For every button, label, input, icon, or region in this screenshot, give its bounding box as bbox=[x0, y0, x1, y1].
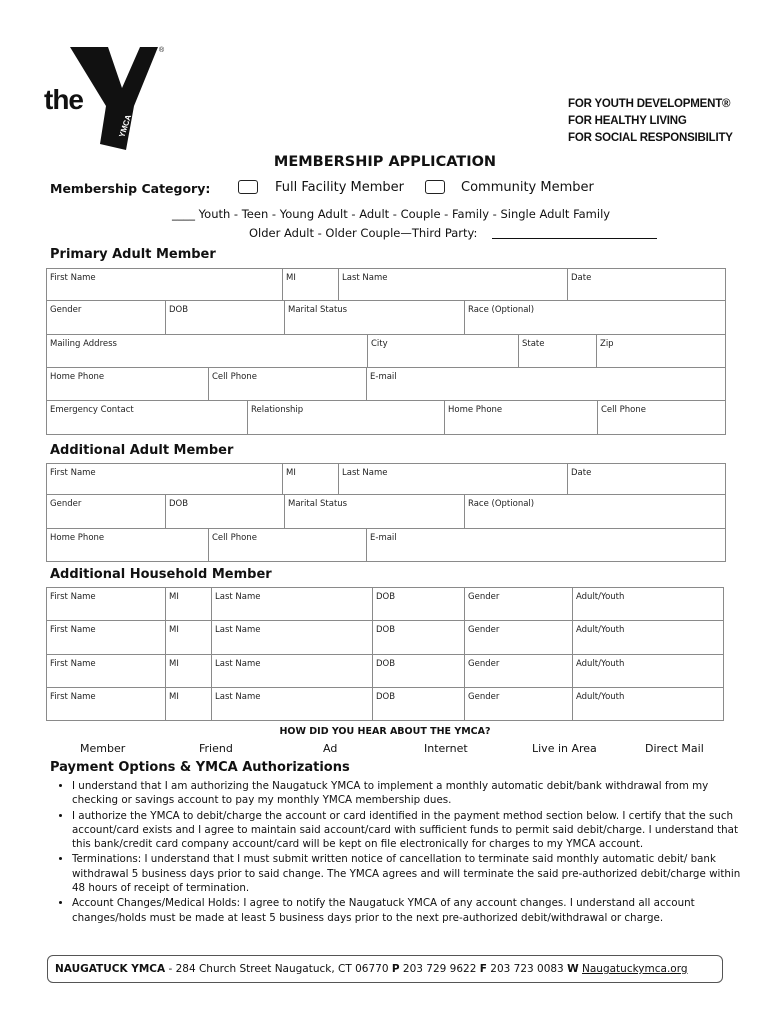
hh-first-name-field[interactable]: First Name bbox=[47, 621, 166, 655]
page-title: MEMBERSHIP APPLICATION bbox=[273, 154, 497, 170]
race-field[interactable]: Race (Optional) bbox=[465, 301, 726, 335]
hh-adult-youth-field[interactable]: Adult/Youth bbox=[573, 688, 724, 721]
additional-gender-row bbox=[46, 494, 726, 529]
first-name-field[interactable]: First Name bbox=[47, 464, 283, 495]
additional-phone-row bbox=[46, 528, 726, 562]
hh-gender-field[interactable]: Gender bbox=[465, 688, 573, 721]
household-row bbox=[47, 621, 724, 655]
emergency-home-phone-field[interactable]: Home Phone bbox=[445, 401, 598, 435]
primary-adult-heading: Primary Adult Member bbox=[50, 247, 216, 262]
household-row bbox=[47, 588, 724, 621]
hh-gender-field[interactable]: Gender bbox=[465, 588, 573, 621]
hh-last-name-field[interactable]: Last Name bbox=[212, 655, 373, 688]
mailing-address-field[interactable]: Mailing Address bbox=[47, 335, 368, 368]
zip-field[interactable]: Zip bbox=[597, 335, 726, 368]
footer-phone: 203 729 9622 bbox=[399, 963, 480, 975]
hh-mi-field[interactable]: MI bbox=[166, 588, 212, 621]
community-member-checkbox[interactable] bbox=[425, 180, 445, 194]
home-phone-field[interactable]: Home Phone bbox=[47, 529, 209, 562]
hh-gender-field[interactable]: Gender bbox=[465, 655, 573, 688]
mi-field[interactable]: MI bbox=[283, 464, 339, 495]
hh-last-name-field[interactable]: Last Name bbox=[212, 588, 373, 621]
footer-contact bbox=[47, 955, 723, 983]
hh-dob-field[interactable]: DOB bbox=[373, 688, 465, 721]
dob-field[interactable]: DOB bbox=[166, 301, 285, 335]
third-party-input-line[interactable] bbox=[492, 238, 657, 239]
relationship-field[interactable]: Relationship bbox=[248, 401, 445, 435]
emergency-cell-phone-field[interactable]: Cell Phone bbox=[598, 401, 726, 435]
footer-web-label: W bbox=[567, 963, 579, 975]
hh-first-name-field[interactable]: First Name bbox=[47, 688, 166, 721]
household-row bbox=[47, 655, 724, 688]
dob-field[interactable]: DOB bbox=[166, 495, 285, 529]
additional-name-row bbox=[46, 463, 726, 495]
first-name-field[interactable]: First Name bbox=[47, 269, 283, 301]
hh-last-name-field[interactable]: Last Name bbox=[212, 621, 373, 655]
hear-option-direct-mail[interactable]: Direct Mail bbox=[645, 742, 704, 755]
cell-phone-field[interactable]: Cell Phone bbox=[209, 368, 367, 401]
state-field[interactable]: State bbox=[519, 335, 597, 368]
home-phone-field[interactable]: Home Phone bbox=[47, 368, 209, 401]
tagline-line: FOR SOCIAL RESPONSIBILITY bbox=[568, 132, 733, 144]
marital-status-field[interactable]: Marital Status bbox=[285, 495, 465, 529]
gender-field[interactable]: Gender bbox=[47, 301, 166, 335]
email-field[interactable]: E-mail bbox=[367, 529, 726, 562]
payment-heading: Payment Options & YMCA Authorizations bbox=[50, 760, 350, 775]
tagline-line: FOR YOUTH DEVELOPMENT® bbox=[568, 98, 731, 110]
primary-phone-row bbox=[46, 367, 726, 401]
hh-adult-youth-field[interactable]: Adult/Youth bbox=[573, 588, 724, 621]
last-name-field[interactable]: Last Name bbox=[339, 464, 568, 495]
footer-address: - 284 Church Street Naugatuck, CT 06770 bbox=[165, 963, 392, 975]
ymca-logo-text: YMCA bbox=[117, 113, 134, 139]
hh-first-name-field[interactable]: First Name bbox=[47, 588, 166, 621]
email-field[interactable]: E-mail bbox=[367, 368, 726, 401]
full-facility-label: Full Facility Member bbox=[275, 180, 404, 195]
primary-address-row bbox=[46, 334, 726, 368]
hh-adult-youth-field[interactable]: Adult/Youth bbox=[573, 655, 724, 688]
footer-phone-label: P bbox=[391, 963, 400, 975]
household-heading: Additional Household Member bbox=[50, 567, 272, 582]
hear-option-friend[interactable]: Friend bbox=[199, 742, 233, 755]
footer-org-name: NAUGATUCK YMCA bbox=[55, 963, 166, 975]
primary-name-row bbox=[46, 268, 726, 301]
emergency-contact-field[interactable]: Emergency Contact bbox=[47, 401, 248, 435]
primary-gender-row bbox=[46, 300, 726, 335]
ymca-logo-y-icon bbox=[70, 44, 170, 154]
gender-field[interactable]: Gender bbox=[47, 495, 166, 529]
hear-option-member[interactable]: Member bbox=[80, 742, 126, 755]
hear-option-ad[interactable]: Ad bbox=[323, 742, 338, 755]
membership-types-line2: Older Adult - Older Couple—Third Party: bbox=[249, 226, 478, 240]
community-member-label: Community Member bbox=[461, 180, 594, 195]
primary-emergency-row bbox=[46, 400, 726, 435]
authorization-item: • Terminations: I understand that I must submit written notice of cancellation to terminate said monthly automatic debit/ bank withdrawal 5 business days prior to said change. The YMCA agrees and will terminate the said pre-authorized debit/charge within 48 hours of receipt of termination. bbox=[72, 852, 752, 895]
footer-website-link[interactable]: Naugatuckymca.org bbox=[582, 963, 688, 975]
last-name-field[interactable]: Last Name bbox=[339, 269, 568, 301]
city-field[interactable]: City bbox=[368, 335, 519, 368]
marital-status-field[interactable]: Marital Status bbox=[285, 301, 465, 335]
hh-mi-field[interactable]: MI bbox=[166, 688, 212, 721]
date-field[interactable]: Date bbox=[568, 269, 726, 301]
authorization-list bbox=[50, 779, 752, 926]
ymca-logo-registered: ® bbox=[159, 47, 165, 54]
membership-types-line: ____ Youth - Teen - Young Adult - Adult - Couple - Family - Single Adult Family bbox=[172, 207, 611, 221]
footer-fax: 203 723 0083 bbox=[486, 963, 568, 975]
hear-option-live-in-area[interactable]: Live in Area bbox=[532, 742, 597, 755]
footer-fax-label: F bbox=[479, 963, 487, 975]
mi-field[interactable]: MI bbox=[283, 269, 339, 301]
hh-mi-field[interactable]: MI bbox=[166, 655, 212, 688]
race-field[interactable]: Race (Optional) bbox=[465, 495, 726, 529]
hh-dob-field[interactable]: DOB bbox=[373, 655, 465, 688]
hh-adult-youth-field[interactable]: Adult/Youth bbox=[573, 621, 724, 655]
authorization-item: • I understand that I am authorizing the Naugatuck YMCA to implement a monthly automatic debit/bank withdrawal from my checking or savings account to pay my monthly YMCA membership dues. bbox=[72, 779, 752, 808]
hh-last-name-field[interactable]: Last Name bbox=[212, 688, 373, 721]
cell-phone-field[interactable]: Cell Phone bbox=[209, 529, 367, 562]
additional-adult-heading: Additional Adult Member bbox=[50, 443, 234, 458]
household-row bbox=[47, 688, 724, 721]
hh-first-name-field[interactable]: First Name bbox=[47, 655, 166, 688]
hh-dob-field[interactable]: DOB bbox=[373, 588, 465, 621]
household-table bbox=[46, 587, 724, 721]
hh-dob-field[interactable]: DOB bbox=[373, 621, 465, 655]
hh-mi-field[interactable]: MI bbox=[166, 621, 212, 655]
full-facility-checkbox[interactable] bbox=[238, 180, 258, 194]
authorization-item: • Account Changes/Medical Holds: I agree to notify the Naugatuck YMCA of any account changes. I understand all account changes/holds must be made at least 5 business days prior to the next pre-authorized debit/withdrawal or charge. bbox=[72, 896, 752, 925]
authorization-item: • I authorize the YMCA to debit/charge the account or card identified in the payment method section below. I certify that the such account/card exists and I agree to maintain said account/card with sufficient funds to permit said debit/charge. I understand that this bank/credit card company account/card will be kept on file electronically for charges to my YMCA account. bbox=[72, 809, 752, 852]
date-field[interactable]: Date bbox=[568, 464, 726, 495]
hear-option-internet[interactable]: Internet bbox=[424, 742, 468, 755]
ymca-logo-the: the bbox=[44, 84, 83, 115]
tagline-line: FOR HEALTHY LIVING bbox=[568, 115, 687, 127]
hear-about-title: HOW DID YOU HEAR ABOUT THE YMCA? bbox=[279, 726, 491, 737]
membership-category-label: Membership Category: bbox=[50, 181, 211, 196]
hh-gender-field[interactable]: Gender bbox=[465, 621, 573, 655]
tagline bbox=[568, 96, 733, 147]
